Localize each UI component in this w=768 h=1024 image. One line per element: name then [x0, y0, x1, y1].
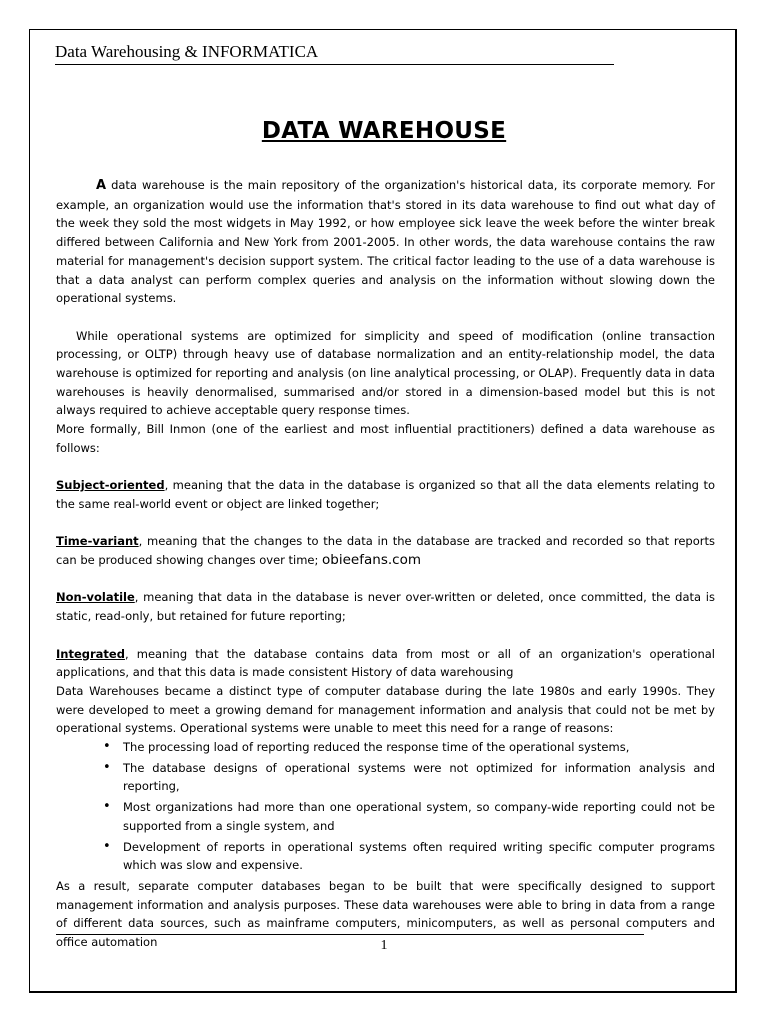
paragraph-intro-text: data warehouse is the main repository of the organization's historical data, its corporate memory. For example, an organization would use the information that's stored in its data warehouse to find out what day of the week they sold the most widgets in May 1992, or how employee sick leave the week before the winter break differed between California and New York from 2001-2005. In other words, the data warehouse contains the raw material for management's decision support system. The critical factor leading to the use of a data warehouse is that a data analyst can perform complex queries and analysis on the information without slowing down the operational systems.	[56, 178, 715, 306]
term-integrated: Integrated	[56, 646, 125, 661]
page-title: DATA WAREHOUSE	[261, 118, 507, 144]
document-body	[56, 176, 715, 952]
paragraph-result: As a result, separate computer databases began to be built that were specifically designed to support management information and analysis purposes. These data warehouses were able to bring in data from a range of different data sources, such as mainframe computers, minicomputers, as well as personal computers and office automation	[56, 878, 715, 950]
definition-integrated-text: , meaning that the database contains data from most or all of an organization's operational applications, and that this data is made consistent History of data warehousing	[56, 646, 715, 680]
paragraph-oltp-olap: While operational systems are optimized for simplicity and speed of modification (online transaction processing, or OLTP) through heavy use of database normalization and an entity-relationship model, the data warehouse is optimized for reporting and analysis (on line analytical processing, or OLAP). Frequently data in data warehouses is heavily denormalised, summarised and/or stored in a dimension-based model but this is not always required to achieve acceptable query response times.	[56, 328, 715, 418]
list-item: • Most organizations had more than one operational system, so company-wide reporting could not be supported from a single system, and	[123, 798, 715, 835]
definition-integrated	[56, 645, 715, 682]
list-item: • Development of reports in operational systems often required writing specific computer programs which was slow and expensive.	[123, 838, 715, 875]
paragraph-intro	[56, 176, 715, 308]
reasons-list	[56, 738, 715, 875]
definition-non-volatile	[56, 588, 715, 625]
list-item: • The database designs of operational systems were not optimized for information analysis and reporting,	[123, 759, 715, 796]
list-item: • The processing load of reporting reduced the response time of the operational systems,	[123, 738, 715, 757]
term-subject-oriented: Subject-oriented	[56, 478, 165, 493]
definition-time-variant	[56, 532, 715, 569]
paragraph-history: Data Warehouses became a distinct type of computer database during the late 1980s and early 1990s. They were developed to meet a growing demand for management information and analysis that could not be met by operational systems. Operational systems were unable to meet this need for a range of reasons:	[56, 683, 715, 736]
definition-subject-oriented	[56, 476, 715, 513]
definition-subject-oriented-text: , meaning that the data in the database is organized so that all the data elements relating to the same real-world event or object are linked together;	[56, 478, 715, 511]
footer-rule	[56, 934, 644, 935]
page-number: 1	[380, 938, 388, 953]
term-time-variant: Time-variant	[56, 534, 139, 549]
running-header: Data Warehousing & INFORMATICA	[55, 42, 614, 65]
term-non-volatile: Non-volatile	[56, 590, 135, 605]
drop-lead-letter: A	[96, 178, 107, 193]
definition-time-variant-text: , meaning that the changes to the data in the database are tracked and recorded so that reports can be produced showing changes over time;	[56, 534, 715, 568]
definition-non-volatile-text: , meaning that data in the database is never over-written or deleted, once committed, the data is static, read-only, but retained for future reporting;	[56, 590, 715, 624]
paragraph-inmon: More formally, Bill Inmon (one of the earliest and most influential practitioners) defined a data warehouse as follows:	[56, 422, 715, 455]
watermark-site-text: obieefans.com	[322, 552, 421, 569]
